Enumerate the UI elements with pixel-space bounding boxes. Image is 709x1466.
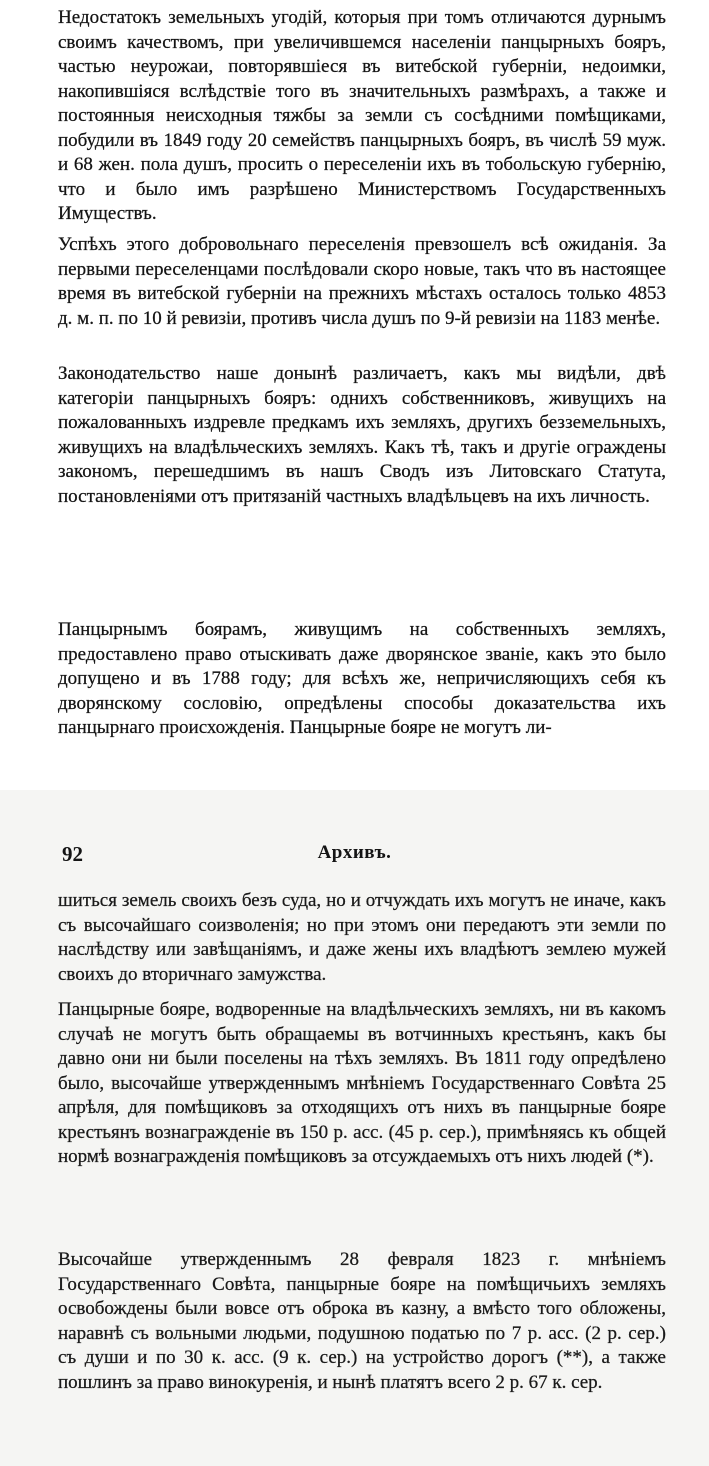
page-bottom	[0, 790, 709, 1466]
paragraph-7: Высочайше утвержденнымъ 28 февраля 1823 г. мнѣніемъ Государственнаго Совѣта, панцырные бояре на помѣщичьихъ земляхъ освобождены были вовсе отъ оброка въ казну, а вмѣсто того обложены, наравнѣ съ вольными людьми, подушною податью по 7 р. асс. (2 р. сер.) съ души и по 30 к. асс. (9 к. сер.) на устройство дорогъ (**), а также пошлинъ за право винокуренія, и нынѣ платятъ всего 2 р. 67 к. сер.	[58, 1249, 666, 1393]
page-number: 92	[62, 842, 83, 866]
paragraph-3: Законодательство наше донынѣ различаетъ, какъ мы видѣли, двѣ категоріи панцырныхъ бояръ: однихъ собственниковъ, живущихъ на пожалованныхъ издревле предкамъ ихъ земляхъ, другихъ безземельныхъ, живущихъ на владѣльческихъ земляхъ. Какъ тѣ, такъ и другіе ограждены закономъ, перешедшимъ въ нашъ Сводъ изъ Литовскаго Статута, постановленіями отъ притязаній частныхъ владѣльцевъ на ихъ личность.	[58, 363, 666, 507]
running-title: Архивъ.	[317, 842, 392, 863]
paragraph-4: Панцырнымъ боярамъ, живущимъ на собственныхъ земляхъ, предоставлено право отыскивать даже дворянское званіе, какъ это было допущено и въ 1788 году; для всѣхъ же, непричисляющихъ себя къ дворянскому сословію, опредѣлены способы доказательства ихъ панцырнаго происхожденія. Панцырные бояре не могутъ ли-	[58, 619, 666, 738]
paragraph-5: шиться земель своихъ безъ суда, но и отчуждать ихъ могутъ не иначе, какъ съ высочайшаго соизволенія; но при этомъ они передаютъ эти земли по наслѣдству или завѣщаніямъ, и даже жены ихъ владѣютъ землею мужей своихъ до вторичнаго замужства.	[58, 890, 666, 985]
paragraph-1: Недостатокъ земельныхъ угодій, которыя при томъ отличаются дурнымъ своимъ качествомъ, при увеличившемся населеніи панцырныхъ бояръ, частью неурожаи, повторявшіеся въ витебской губерніи, недоимки, накопившіяся вслѣдствіе того въ значительныхъ размѣрахъ, а также и постоянныя неисходныя тяжбы за земли съ сосѣдними помѣщиками, побудили въ 1849 году 20 семействъ панцырныхъ бояръ, въ числѣ 59 муж. и 68 жен. пола душъ, просить о переселеніи ихъ въ тобольскую губернію, что и было имъ разрѣшено Министерствомъ Государственныхъ Имуществъ.	[58, 7, 666, 224]
paragraph-2: Успѣхъ этого добровольнаго переселенія превзошелъ всѣ ожиданія. За первыми переселенцами послѣдовали скоро новые, такъ что въ настоящее время въ витебской губерніи на прежнихъ мѣстахъ осталось только 4853 д. м. п. по 10 й ревизіи, противъ числа душъ по 9-й ревизіи на 1183 менѣе.	[58, 234, 666, 329]
paragraph-6: Панцырные бояре, водворенные на владѣльческихъ земляхъ, ни въ какомъ случаѣ не могутъ быть обращаемы въ вотчинныхъ крестьянъ, какъ бы давно они ни были поселены на тѣхъ земляхъ. Въ 1811 году опредѣлено было, высочайше утвержденнымъ мнѣніемъ Государственнаго Совѣта 25 апрѣля, для помѣщиковъ за отходящихъ отъ нихъ въ панцырные бояре крестьянъ вознагражденіе въ 150 р. асс. (45 р. сер.), примѣняясь къ общей нормѣ вознагражденія помѣщиковъ за отсуждаемыхъ отъ нихъ людей (*).	[58, 999, 666, 1167]
